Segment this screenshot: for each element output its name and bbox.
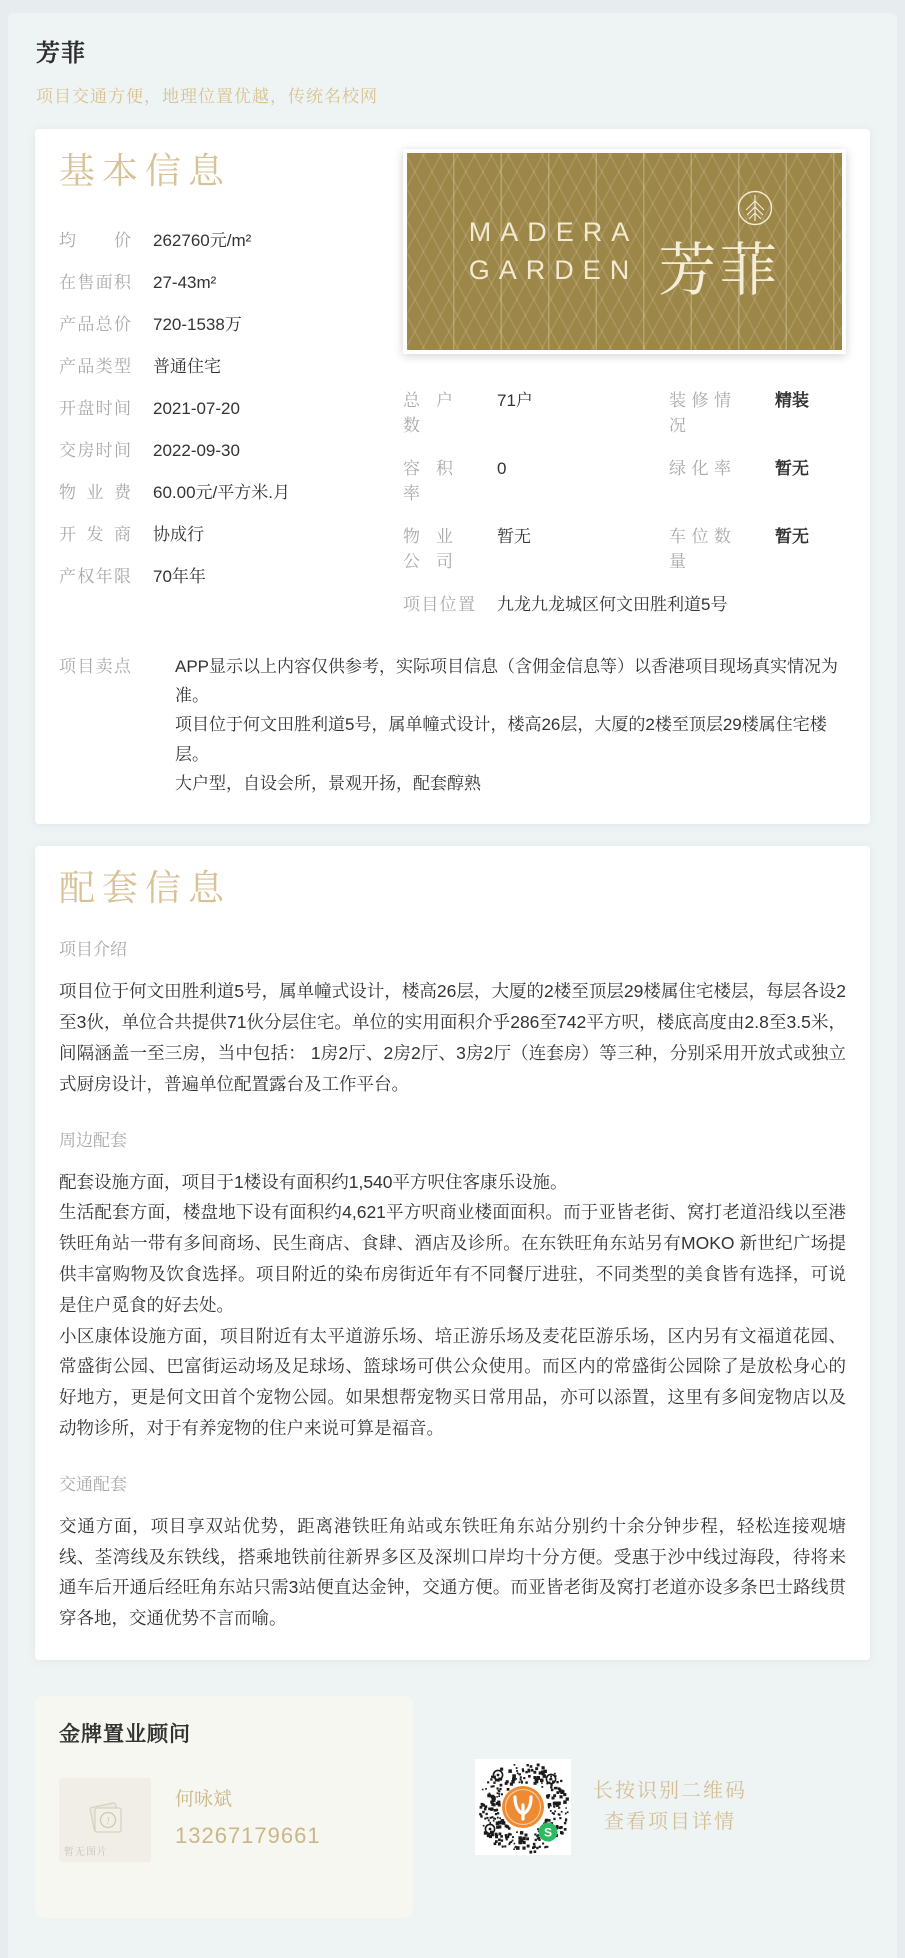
banner-brand-cn-chars: 芳菲 — [658, 237, 781, 303]
field-value: 60.00元/平方米.月 — [153, 483, 290, 503]
field-label: 产权年限 — [59, 567, 131, 587]
field-value: 71户 — [497, 391, 533, 410]
amenity-info-card — [35, 846, 870, 1660]
field-project-location — [403, 590, 846, 615]
field-value: 暂无 — [775, 527, 809, 546]
qr-hint-text — [593, 1776, 747, 1838]
no-photo-label: 暂无图片 — [64, 1846, 108, 1858]
field-label: 项目卖点 — [59, 657, 131, 676]
field-delivery-date — [59, 436, 389, 461]
selling-point-line: APP显示以上内容仅供参考，实际项目信息（含佣金信息等）以香港项目现场真实情况为准。 — [175, 657, 839, 706]
field-area-on-sale — [59, 268, 389, 293]
agent-name: 何咏斌 — [175, 1788, 233, 1810]
field-label: 产品总价 — [59, 315, 131, 335]
agent-heading: 金牌置业顾问 — [59, 1722, 191, 1746]
field-total-price — [59, 310, 389, 335]
field-label: 项目位置 — [403, 595, 475, 614]
field-value: 70年年 — [153, 567, 206, 587]
amenity-heading: 配套信息 — [59, 867, 232, 909]
field-value: 暂无 — [497, 527, 531, 546]
field-label: 物业公司 — [403, 527, 453, 571]
field-value: 精装 — [775, 391, 809, 410]
agent-photo-placeholder — [59, 1778, 151, 1862]
field-label: 总户数 — [403, 391, 453, 435]
field-label: 在售面积 — [59, 273, 131, 293]
field-label: 开发商 — [59, 525, 131, 545]
field-label: 容积率 — [403, 459, 453, 503]
field-value: 27-43m² — [153, 273, 217, 293]
field-value: 普通住宅 — [153, 357, 221, 377]
field-tenure-years — [59, 562, 389, 587]
agent-info — [175, 1778, 321, 1849]
banner-brand-en — [469, 214, 639, 290]
qr-group — [475, 1759, 747, 1855]
field-value: 协成行 — [153, 525, 204, 545]
field-label: 均价 — [59, 231, 131, 251]
page-header — [8, 13, 897, 123]
section-title-traffic: 交通配套 — [59, 1474, 127, 1494]
page-subtitle: 项目交通方便，地理位置优越，传统名校网 — [36, 87, 378, 106]
leaf-logo-icon — [736, 189, 774, 227]
section-title-intro: 项目介绍 — [59, 940, 127, 960]
selling-point-line: 大户型，自设会所，景观开扬，配套醇熟 — [175, 773, 481, 793]
field-developer — [59, 520, 389, 545]
field-label: 产品类型 — [59, 357, 131, 377]
page-title: 芳菲 — [36, 40, 86, 67]
agent-panel — [35, 1696, 413, 1918]
banner-brand-cn — [658, 189, 780, 307]
selling-point-line: 项目位于何文田胜利道5号，属单幢式设计，楼高26层，大厦的2楼至顶层29楼属住宅楼层。 — [175, 715, 827, 764]
around-paragraph: 生活配套方面，楼盘地下设有面积约4,621平方呎商业楼面面积。而于亚皆老街、窝打老道沿线以至港铁旺角站一带有多间商场、民生商店、食肆、酒店及诊所。在东铁旺角东站另有MOKO 新世纪广场提供丰富购物及饮食选择。项目附近的染布房街近年有不同餐厅进驻，不同类型的美食皆有选择，可说是住户觅食的好去处。 — [59, 1202, 846, 1315]
field-label: 交房时间 — [59, 441, 131, 461]
field-value: 0 — [497, 459, 507, 478]
field-product-type — [59, 352, 389, 377]
qr-hint-line2: 查看项目详情 — [604, 1810, 736, 1833]
banner-brand-line2: GARDEN — [468, 254, 639, 285]
qr-code-icon — [475, 1759, 571, 1855]
basic-info-heading: 基本信息 — [59, 150, 232, 191]
field-value: 2022-09-30 — [153, 441, 240, 461]
agent-phone[interactable]: 13267179661 — [175, 1822, 321, 1848]
svg-text:S: S — [543, 1825, 553, 1840]
miniprogram-qr-code[interactable] — [475, 1759, 571, 1855]
no-photo-icon — [82, 1799, 128, 1841]
selling-points-text — [175, 652, 846, 798]
field-average-price — [59, 226, 389, 251]
field-label: 物业费 — [59, 483, 131, 503]
field-value: 暂无 — [775, 459, 809, 478]
basic-info-pairs — [403, 386, 846, 572]
banner-artwork — [407, 153, 842, 350]
page-container — [8, 13, 897, 1958]
banner-brand-line1: MADERA — [468, 216, 639, 247]
field-management-fee — [59, 478, 389, 503]
field-selling-points — [59, 652, 846, 798]
around-paragraph: 配套设施方面，项目于1楼设有面积约1,540平方呎住客康乐设施。 — [59, 1171, 568, 1192]
field-label: 绿化率 — [669, 459, 731, 478]
field-label: 装修情况 — [669, 391, 731, 435]
basic-info-card — [35, 129, 870, 824]
field-value: 九龙九龙城区何文田胜利道5号 — [497, 595, 728, 614]
traffic-paragraph: 交通方面，项目享双站优势，距离港铁旺角站或东铁旺角东站分别约十余分钟步程，轻松连接观塘线、荃湾线及东铁线，搭乘地铁前往新界多区及深圳口岸均十分方便。受惠于沙中线过海段，待将来通车后开通后经旺角东站只需3站便直达金钟，交通方便。而亚皆老街及窝打老道亦设多条巴士路线贯穿各地，交通优势不言而喻。 — [59, 1515, 846, 1629]
field-value: 262760元/m² — [153, 231, 252, 251]
project-banner-image[interactable] — [403, 149, 846, 354]
svg-text:!: ! — [106, 1815, 110, 1828]
field-opening-date — [59, 394, 389, 419]
field-label: 车位数量 — [669, 527, 731, 571]
field-label: 开盘时间 — [59, 399, 131, 419]
qr-hint-line1: 长按识别二维码 — [593, 1779, 747, 1802]
around-paragraph: 小区康体设施方面，项目附近有太平道游乐场、培正游乐场及麦花臣游乐场，区内另有文福道花园、常盛街公园、巴富街运动场及足球场、篮球场可供公众使用。而区内的常盛街公园除了是放松身心的好地方，更是何文田首个宠物公园。如果想帮宠物买日常用品，亦可以添置，这里有多间宠物店以及动物诊所，对于有养宠物的住户来说可算是福音。 — [59, 1325, 846, 1438]
basic-info-left-column — [59, 149, 389, 632]
section-title-around: 周边配套 — [59, 1130, 127, 1150]
field-value: 2021-07-20 — [153, 399, 240, 419]
intro-paragraph: 项目位于何文田胜利道5号，属单幢式设计，楼高26层，大厦的2楼至顶层29楼属住宅楼层，每层各设2至3伙，单位合共提供71伙分层住宅。单位的实用面积介乎286至742平方呎，楼底高度由2.8至3.5米，间隔涵盖一至三房，当中包括： 1房2厅、2房2厅、3房2厅（连套房）等三种，分别采用开放式或独立式厨房设计，普遍单位配置露台及工作平台。 — [59, 981, 846, 1094]
field-value: 720-1538万 — [153, 315, 242, 335]
basic-info-right-column — [389, 149, 846, 632]
agent-section — [35, 1696, 870, 1958]
